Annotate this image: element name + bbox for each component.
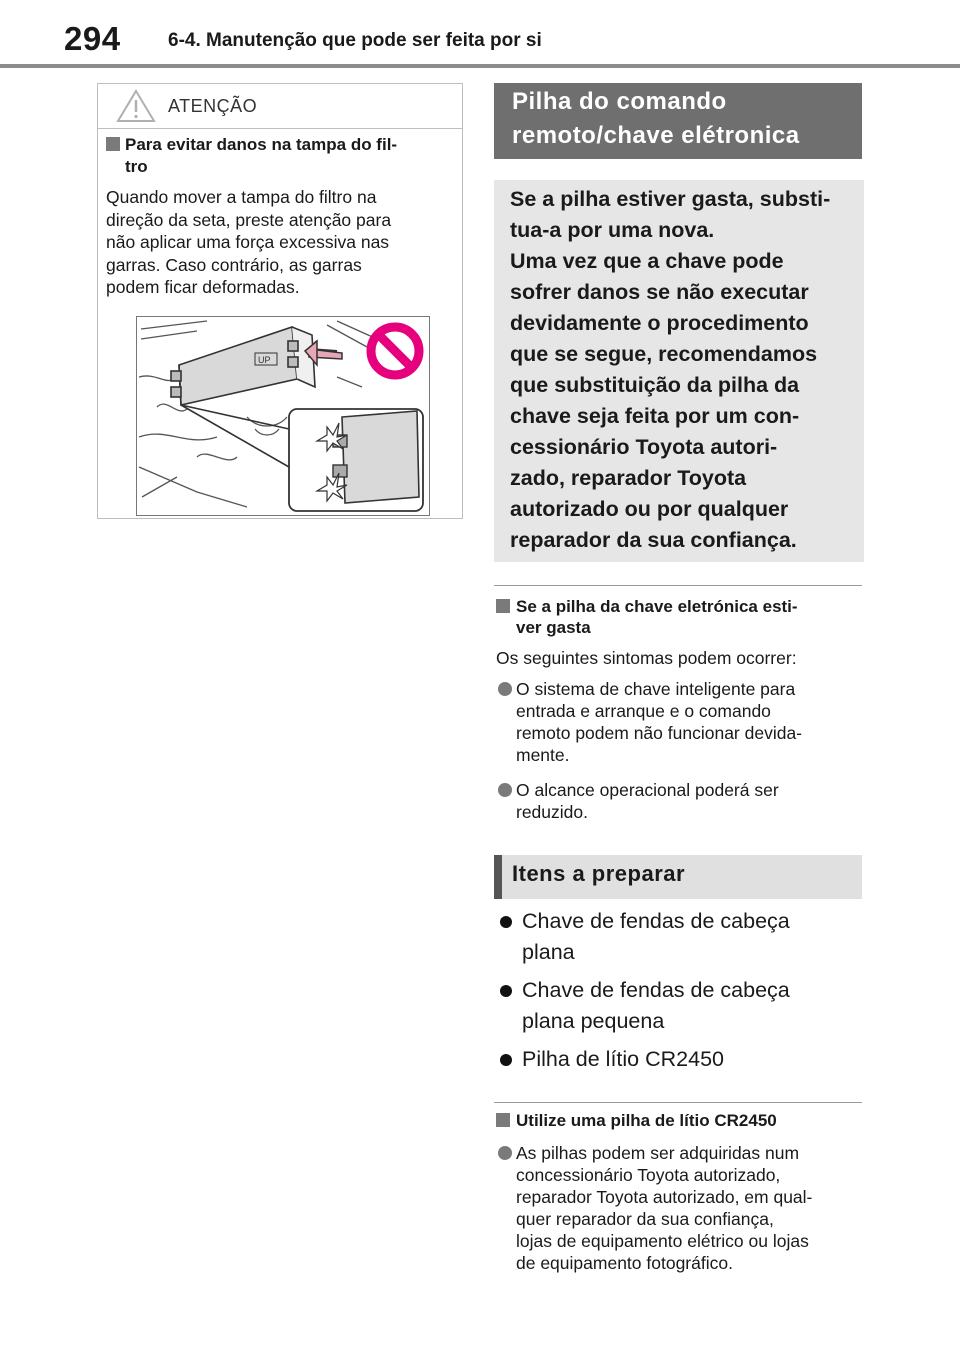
banner-accent-bar [494, 855, 502, 899]
prohibited-sign-icon [371, 327, 419, 375]
warning-box [97, 83, 463, 519]
page-header [0, 0, 960, 68]
warning-title: ATENÇÃO [168, 96, 258, 116]
items-banner [494, 855, 862, 899]
round-bullet-icon [498, 682, 512, 696]
intro-text: Se a pilha estiver gasta, substi- tua-a por uma nova. Uma vez que a chave pode sofrer danos se não executar devidamente o procedimento que se segue, recomendamos que substituição da pilha da chave seja feita por um con- cessionário Toyota autori- zado, reparador Toyota autorizado ou por qualquer reparador da sua confiança. [510, 187, 831, 552]
square-bullet-icon [496, 599, 510, 613]
divider [494, 1102, 862, 1103]
round-bullet-icon [498, 1146, 512, 1160]
section-banner [494, 83, 862, 159]
items-banner-title: Itens a preparar [512, 861, 686, 886]
filter-cover-illustration [136, 316, 430, 516]
section-title: 6-4. Manutenção que pode ser feita por si [168, 30, 542, 51]
square-bullet-icon [496, 1113, 510, 1127]
warning-subtitle: Para evitar danos na tampa do fil- tro [106, 134, 451, 178]
filter-cover-drawing [137, 317, 429, 515]
square-bullet-icon [106, 137, 120, 151]
round-bullet-icon [498, 783, 512, 797]
section-banner-title: Pilha do comando remoto/chave elétronica [512, 88, 800, 149]
round-bullet-icon [500, 1054, 512, 1066]
warning-header [98, 84, 462, 129]
divider [494, 585, 862, 586]
battery-dead-heading: Se a pilha da chave eletrónica esti- ver gasta [496, 596, 866, 638]
use-battery-heading: Utilize uma pilha de lítio CR2450 [496, 1110, 866, 1131]
symptoms-lead: Os seguintes sintomas podem ocorrer: [496, 648, 797, 668]
round-bullet-icon [500, 916, 512, 928]
header-rule [0, 64, 960, 68]
warning-triangle-icon [116, 89, 156, 123]
up-label: UP [258, 355, 271, 365]
warning-body: Quando mover a tampa do filtro na direção da seta, preste atenção para não aplicar uma força excessiva nas garras. Caso contrário, as garras podem ficar deformadas. [106, 187, 392, 297]
intro-box [494, 180, 864, 562]
page-number: 294 [64, 20, 121, 57]
round-bullet-icon [500, 985, 512, 997]
